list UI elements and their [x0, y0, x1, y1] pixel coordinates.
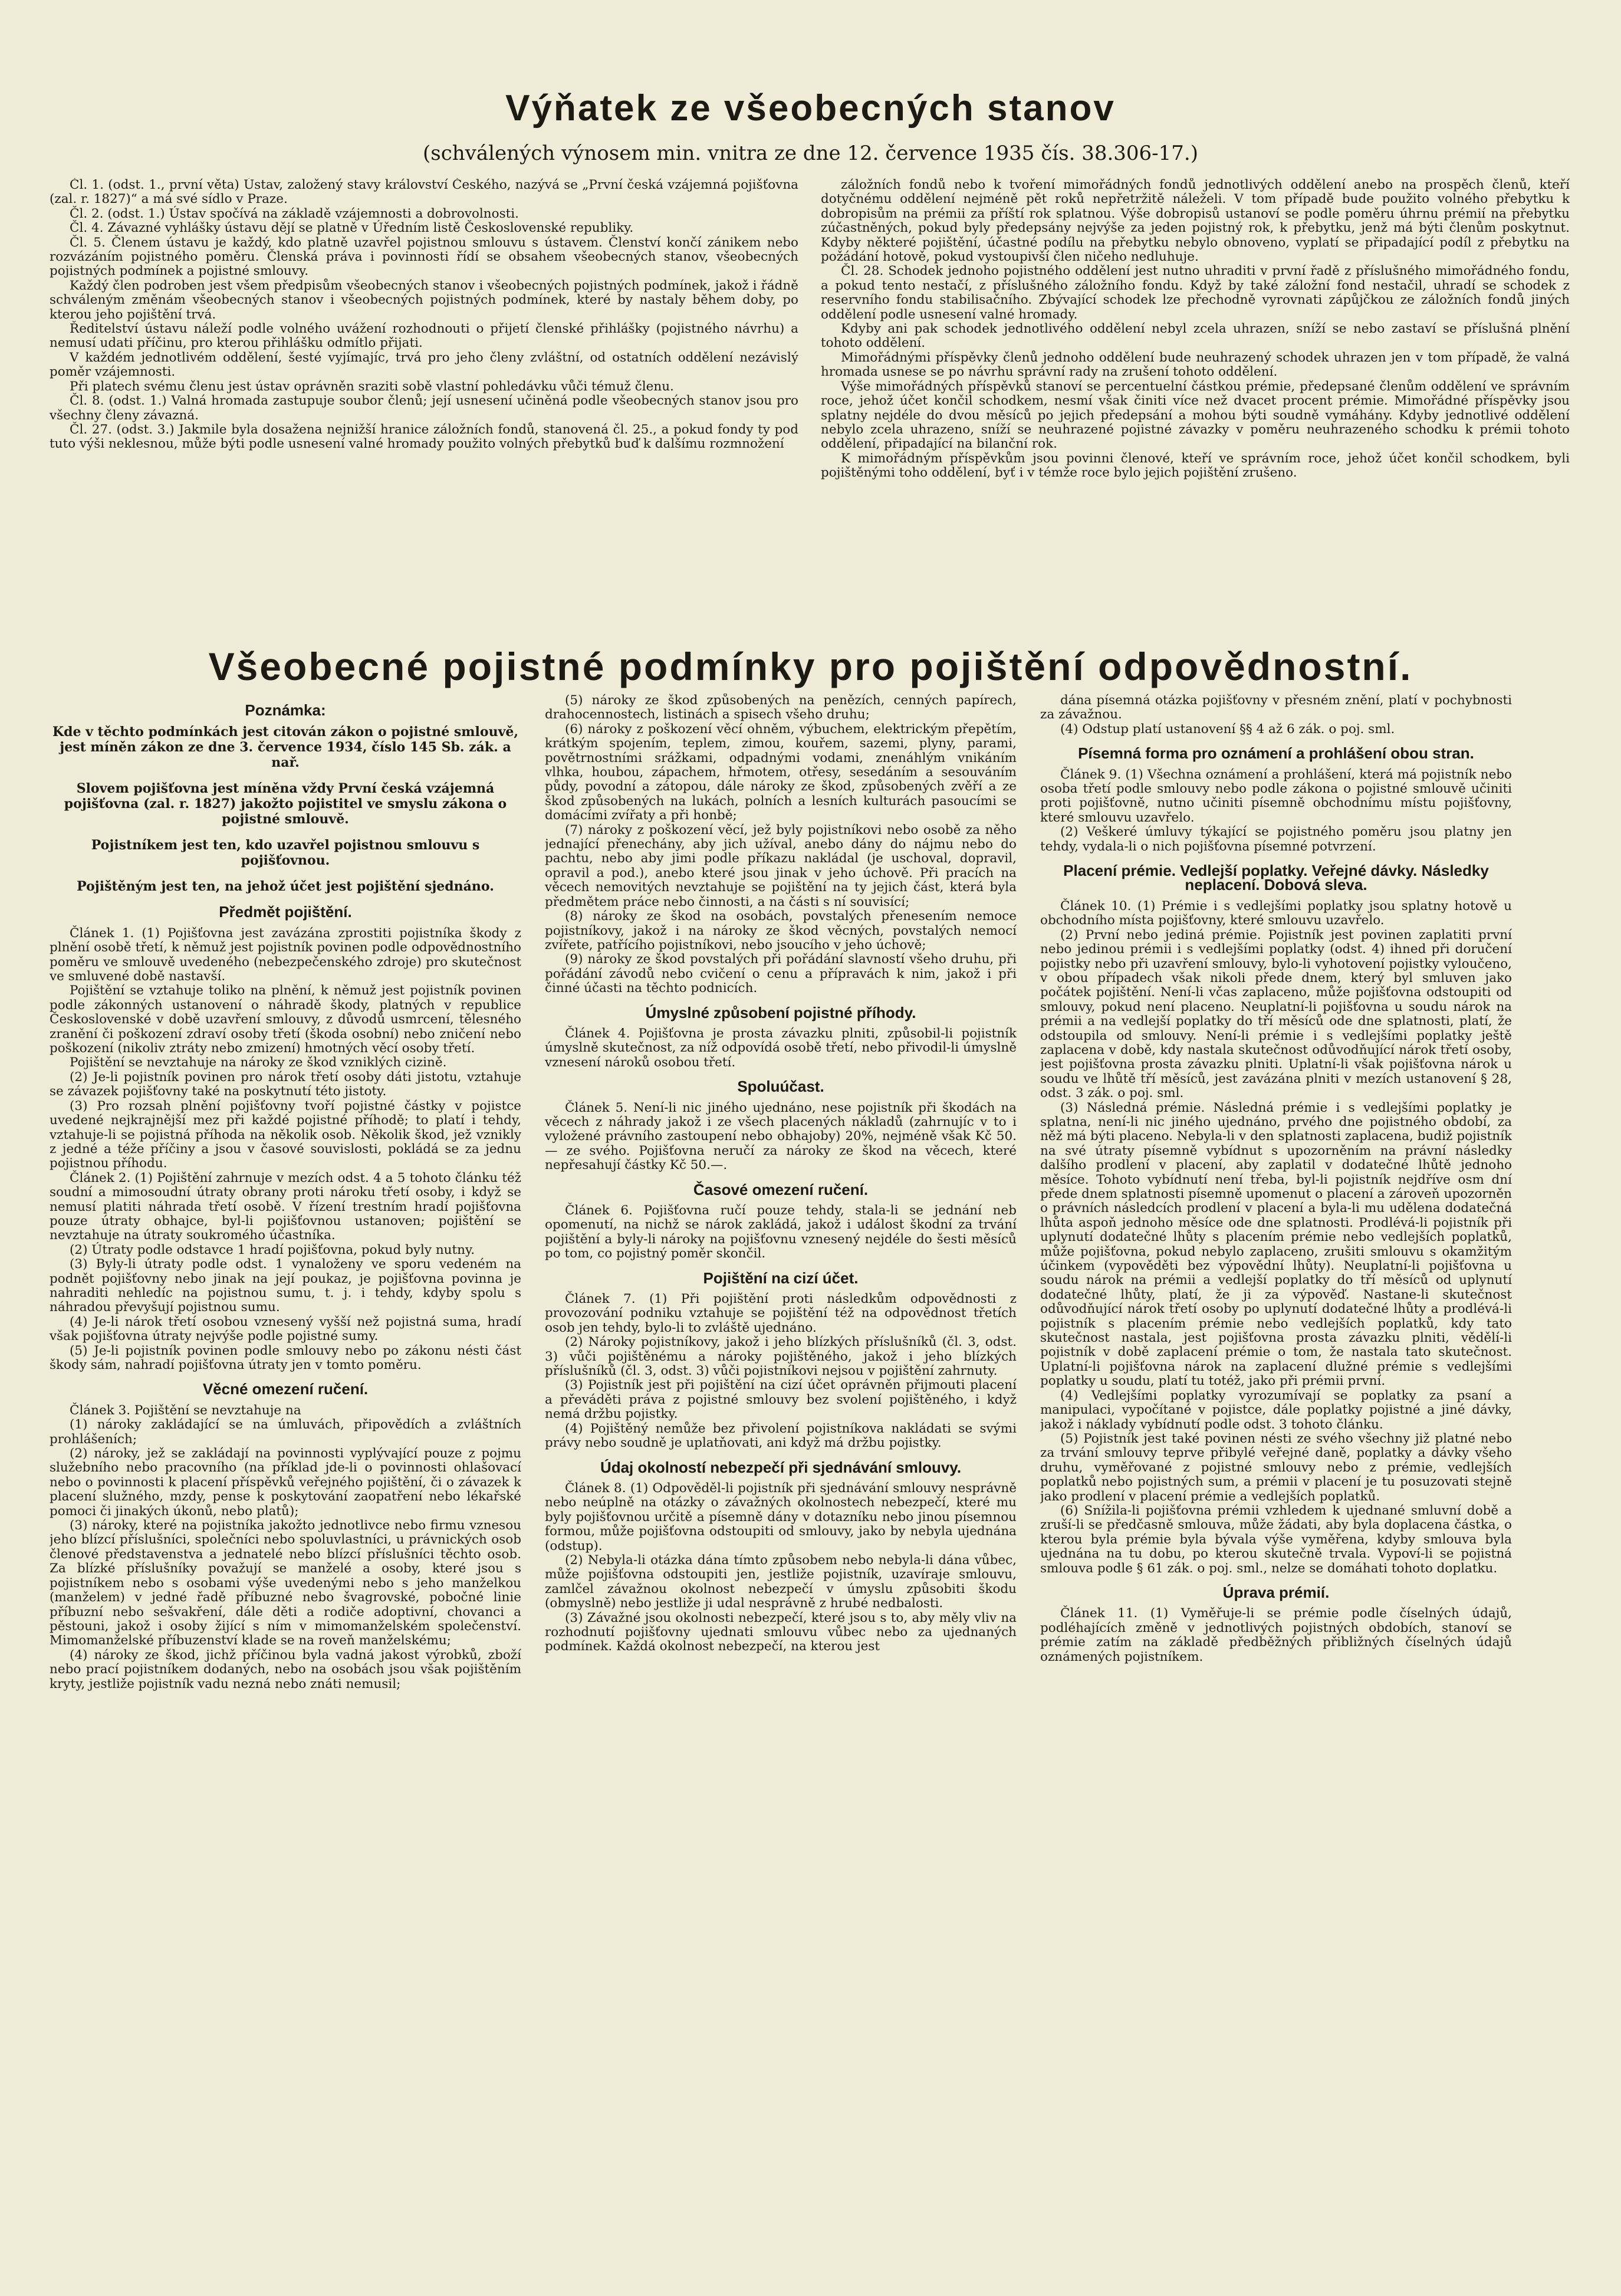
clause-paragraph: Článek 8. (1) Odpověděl-li pojistník při sjednávání smlouvy nesprávně nebo neúplně na otázky o závažných okolnostech nebezpečí, které mu byly pojišťovnou určitě a písemně dány v dotazníku nebo jinou písemnou formou, může pojišťovna odstoupiti od smlouvy, jako by nebyla ujednána (odstup). — [545, 1480, 1017, 1553]
extract-paragraph: Čl. 27. (odst. 3.) Jakmile byla dosažena nejnižší hranice záložních fondů, stanovená čl. 25., a pokud fondy ty pod tuto výši neklesnou, může býti podle usnesení valné hromady použito volných přebytků buď k dalšímu rozmnožení — [50, 422, 798, 452]
extract-paragraph: Čl. 8. (odst. 1.) Valná hromada zastupuje soubor členů; její usnesení učiněná podle všeobecných stanov jsou pro všechny členy závazná. — [50, 393, 798, 423]
clause-paragraph: Článek 10. (1) Prémie i s vedlejšími poplatky jsou splatny hotově u obchodního místa pojišťovny, které smlouvu uzavřelo. — [1040, 898, 1512, 928]
section-heading: Pojištění na cizí účet. — [703, 1269, 859, 1287]
conditions-column-1 — [50, 694, 521, 2262]
extract-left-column — [50, 178, 798, 626]
clause-paragraph: Článek 5. Není-li nic jiného ujednáno, nese pojistník při škodách na věcech z náhrady jakož i ze všech placených nákladů (zahrnujíc v to i vyložené právního zastoupení nebo obhajoby) 20%, nejméně však Kč 50.— ze svého. Pojišťovna neručí za nároky ze škod na věcech, které nepřesahují částky Kč 50.—. — [545, 1100, 1017, 1173]
clause-paragraph: (6) Snížila-li pojišťovna prémii vzhledem k ujednané smluvní době a zruší-li se předčasně smlouva, může žádati, aby byla doplacena částka, o kterou byla prémie byla bývala výše vyměřena, kdyby smlouva byla ujednána na tu dobu, po kterou skutečně trvala. Vypoví-li se pojistná smlouva podle § 61 zák. o poj. sml., nelze se domáhati tohoto doplatku. — [1040, 1503, 1512, 1576]
clause-paragraph: (1) nároky zakládající se na úmluvách, připovědích a zvláštních prohlášeních; — [50, 1417, 521, 1447]
extract-paragraph: Kdyby ani pak schodek jednotlivého oddělení nebyl zcela uhrazen, sníží se nebo zastaví se příslušná plnění tohoto oddělení. — [821, 321, 1570, 351]
clause-paragraph: dána písemná otázka pojišťovny v přesném znění, platí v pochybnosti za závažnou. — [1040, 694, 1512, 722]
extract-paragraph: Čl. 2. (odst. 1.) Ústav spočívá na základě vzájemnosti a dobrovolnosti. — [70, 206, 519, 221]
clause-paragraph: (2) Útraty podle odstavce 1 hradí pojišťovna, pokud byly nutny. — [70, 1242, 475, 1257]
clause-paragraph: (6) nároky z poškození věcí ohněm, výbuchem, elektrickým přepětím, krátkým spojením, teplem, zimou, kouřem, sazemi, plyny, parami, povětrnostními srážkami, odpadnými vodami, znenáhlým vnikáním vlhka, houbou, zápachem, hřmotem, otřesy, sesedáním a sesouváním půdy, povodní a zátopou, dále nároky ze škod, způsobených zvěří a ze škod způsobených na lukách, polních a lesních kulturách pasoucími se domácími zvířaty a při honbě; — [545, 721, 1017, 823]
clause-paragraph: (5) nároky ze škod způsobených na penězích, cenných papírech, drahocennostech, listinách a spisech všeho druhu; — [545, 694, 1017, 722]
section-heading: Úmyslné způsobení pojistné příhody. — [645, 1003, 916, 1021]
clause-paragraph: Článek 4. Pojišťovna je prosta závazku plniti, způsobil-li pojistník úmyslně skutečnost, za níž odpovídá osobě třetí, nebo přivodil-li úmyslně vznesení nároků osobou třetí. — [545, 1026, 1017, 1070]
note-paragraph: Slovem pojišťovna jest míněna vždy První česká vzájemná pojišťovna (zal. r. 1827) jakožto pojistitel ve smyslu zákona o pojistné smlouvě. — [64, 781, 507, 827]
clause-paragraph: Pojištění se nevztahuje na nároky ze škod vzniklých cizině. — [70, 1055, 447, 1070]
conditions-column-2 — [545, 694, 1017, 2262]
clause-paragraph: (4) Odstup platí ustanovení §§ 4 až 6 zák. o poj. sml. — [1060, 721, 1395, 737]
extract-paragraph: záložních fondů nebo k tvoření mimořádných fondů jednotlivých oddělení anebo na prospěch členů, kteří dotyčnému oddělení nejméně pět roků nepřetržitě náleželi. V tom případě bude použito volného přebytku k dobropisům na prémii za příští rok splatnou. Výše dobropisů ustanoví se podle poměru úhrnu prémií na přebytku zúčastněných, pokud byly předepsány nejvýše za jeden pojistný rok, k přebytku, jenž má býti členům poskytnut. Kdyby některé pojištění, účastné podílu na přebytku nebylo obnoveno, vyplatí se připadající podíl z přebytku na požádání hotově, pokud vystoupivší člen ničeho nedluhuje. — [821, 178, 1570, 265]
section-heading: Poznámka: — [245, 701, 326, 719]
clause-paragraph: Článek 3. Pojištění se nevztahuje na — [70, 1402, 301, 1418]
clause-paragraph: (4) Je-li nárok třetí osobou vznesený vyšší než pojistná suma, hradí však pojišťovna útraty nejvýše podle pojistné sumy. — [50, 1314, 521, 1344]
clause-paragraph: Článek 7. (1) Při pojištění proti následkům odpovědnosti z provozování podniku vztahuje se pojištění též na odpovědnost třetích osob jen tehdy, bylo-li to zvláště ujednáno. — [545, 1292, 1017, 1335]
clause-paragraph: (5) Je-li pojistník povinen podle smlouvy nebo po zákonu nésti část škody sám, nahradí pojišťovna útraty jen v tomto poměru. — [50, 1343, 521, 1372]
clause-paragraph: (2) Nebyla-li otázka dána tímto způsobem nebo nebyla-li dána vůbec, může pojišťovna odstoupiti jen, jestliže pojistník, uzavíraje smlouvu, zamlčel závažnou okolnost nebezpečí v úmyslu způsobiti škodu (obmyslně) nebo jestliže ji udal nesprávně z hrubé nedbalosti. — [545, 1552, 1017, 1611]
extract-paragraph: Každý člen podroben jest všem předpisům všeobecných stanov i všeobecných pojistných podmínek, jakož i řádně schváleným změnám všeobecných stanov i všeobecných pojistných podmínek, které by nastaly během doby, po kterou jeho pojištění trvá. — [50, 278, 798, 322]
section-heading: Spoluúčast. — [737, 1078, 824, 1096]
clause-paragraph: Článek 9. (1) Všechna oznámení a prohlášení, která má pojistník nebo osoba třetí podle smlouvy nebo podle zákona o pojistné smlouvě učiniti proti pojišťovně, nutno učiniti písemně obchodnímu místu pojišťovny, které smlouvu uzavřelo. — [1040, 767, 1512, 825]
clause-paragraph: (3) Byly-li útraty podle odst. 1 vynaloženy ve sporu vedeném na podnět pojišťovny nebo jinak na její poukaz, je pojišťovna povinna je nahraditi nehledíc na pojistnou sumu, t. j. i tehdy, kdyby spolu s náhradou převyšují pojistnou sumu. — [50, 1257, 521, 1315]
clause-paragraph: (2) nároky, jež se zakládají na povinnosti vyplývající pouze z pojmu služebního nebo pracovního (na příklad jde-li o povinnosti ohlašovací nebo o povinnosti k placení příspěvků veřejného pojištění, či o závazek k placení služného, mzdy, pense k poskytování zaopatření nebo lékařské pomoci či jinakých úkonů, nebo platů); — [50, 1446, 521, 1519]
extract-paragraph: Při platech svému členu jest ústav oprávněn sraziti sobě vlastní pohledávku vůči témuž členu. — [70, 379, 674, 394]
clause-paragraph: (2) Veškeré úmluvy týkající se pojistného poměru jsou platny jen tehdy, vydala-li o nich pojišťovna písemné potvrzení. — [1040, 825, 1512, 854]
clause-paragraph: (2) Nároky pojistníkovy, jakož i jeho blízkých příslušníků (čl. 3, odst. 3) vůči pojištěnému a nároky pojištěného, jakož i jeho blízkých příslušníků (čl. 3, odst. 3) vůči pojistníkovi nejsou v pojištění zahrnuty. — [545, 1335, 1017, 1379]
clause-paragraph: (4) Vedlejšími poplatky vyrozumívají se poplatky za psaní a manipulaci, vypočítané v pojistce, dále poplatky pojistné a jiné dávky, jakož i náklady vybídnutí podle odst. 3 tohoto článku. — [1040, 1388, 1512, 1432]
clause-paragraph: (3) Následná prémie. Následná prémie i s vedlejšími poplatky je splatna, není-li nic jiného ujednáno, prvého dne pojistného období, za něž má býti placeno. Nebyla-li v den splatnosti zaplacena, budiž pojistník na své útraty písemně vybídnut s upozorněním na právní následky dalšího prodlení v placení, aby zaplatil v dodatečné lhůtě jednoho měsíce. Tohoto vybídnutí není třeba, byl-li pojistník nejdříve osm dní přede dnem splatnosti písemně upomenut o placení a zároveň upozorněn o právních následcích prodlení v placení a byla-li mu udělena dodatečná lhůta aspoň jednoho měsíce ode dne splatnosti. Prodlévá-li pojistník při uplynutí dodatečné lhůty s placením prémie nebo vedlejších poplatků, může pojišťovna, pokud nebylo zaplaceno, zrušiti smlouvu s okamžitým účinkem (vypověděti bez výpovědní lhůty). Neuplatní-li pojišťovna u soudu nárok na prémii a vedlejší poplatky do tří měsíců od uplynutí dodatečné lhůty, platí, že ji za výpověď. Nastane-li skutečnost odůvodňující nárok třetí osoby po uplynutí dodatečné lhůty a prodlévá-li pojistník s placením prémie nebo vedlejších poplatků, kdy tato skutečnost nastala, jest pojišťovna prosta závazku plniti, vědělí-li pojistník v době zaplacení prémie o tom, že nastala tato skutečnost. Uplatní-li pojišťovna nárok na zaplacení dlužné prémie s vedlejšími poplatky u soudu, platí tu totéž, jako při prémii první. — [1040, 1100, 1512, 1389]
extract-paragraph: Čl. 4. Závazné vyhlášky ústavu dějí se platně v Úředním listě Československé republiky. — [70, 221, 634, 236]
section-heading: Údaj okolností nebezpečí při sjednávání smlouvy. — [600, 1458, 962, 1476]
clause-paragraph: (2) První nebo jediná prémie. Pojistník jest povinen zaplatiti první nebo jedinou prémii i s vedlejšími poplatky (odst. 4) ihned při doručení pojistky nebo při uzavření smlouvy, bylo-li vyhotovení pojistky vyloučeno, v obou případech však nikoli přede dnem, který byl smluven jako počátek pojištění. Není-li včas zaplaceno, může pojišťovna odstoupiti od smlouvy, pokud není placeno. Neuplatní-li pojišťovna u soudu nárok na prémii a na vedlejší poplatky do tří měsíců ode dne splatnosti, platí, že odstoupila od smlouvy. Není-li prémie i s vedlejšími poplatky ještě zaplacena v době, kdy nastala skutečnost odůvodňující nárok třetí osoby, jest pojišťovna prosta závazku plniti. Uplatní-li však pojišťovna nárok u soudu ve lhůtě tří měsíců, jest zavázána plniti v mezích ustanovení § 28, odst. 3 zák. o poj. sml. — [1040, 927, 1512, 1101]
extract-paragraph: Výše mimořádných příspěvků stanoví se percentuelní částkou prémie, předepsané členům oddělení ve správním roce, jehož účet končil schodkem, nesmí však činiti více než dvacet procent prémie. Mimořádné příspěvky jsou splatny nejdéle do dvou měsíců po jejich předepsání a mohou býti soudně vymáhány. Kdyby jednotlivé oddělení nebylo zcela uhrazeno, sníží se neuhrazené pojistné závazky v poměru neuhrazeného schodku k prémii tohoto oddělení, připadající na bilanční rok. — [821, 379, 1570, 452]
note-paragraph: Pojištěným jest ten, na jehož účet jest pojištění sjednáno. — [77, 879, 494, 895]
clause-paragraph: (3) nároky, které na pojistníka jakožto jednotlivce nebo firmu vznesou jeho blízcí příslušníci, společníci nebo spoluvlastníci, u právnických osob členové představenstva a jednatelé nebo blízcí příslušníci těchto osob. Za blízké příslušníky považují se manželé a osoby, které jsou s pojistníkem nebo s osobami výše uvedenými nebo s jeho manželkou (manželem) v jedné řadě příbuzné nebo švagrovské, pobočné linie příbuzní nebo sešvakření, dále děti a rodiče adoptivní, chovanci a pěstouni, jakož i osoby žijící s ním v mimomanželském společenství. Mimomanželské příbuzenství klade se na roveň manželskému; — [50, 1518, 521, 1648]
clause-paragraph: (9) nároky ze škod povstalých při pořádání slavností všeho druhu, při pořádání závodů nebo cvičení o cenu a přípravách k nim, jakož i při činné účasti na těchto podnicích. — [545, 952, 1017, 996]
note-paragraph: Kde v těchto podmínkách jest citován zákon o pojistné smlouvě, jest míněn zákon ze dne 3. července 1934, číslo 145 Sb. zák. a nař. — [52, 724, 519, 771]
clause-paragraph: (7) nároky z poškození věcí, jež byly pojistníkovi nebo osobě za něho jednající přenechány, aby jich užíval, anebo dány do nájmu nebo do pachtu, nebo aby jimi podle příkazu nakládal (je uschoval, dopravil, opravil a pod.), anebo které jsou jinak v jeho úchově. Při pracích na věcech nemovitých nevztahuje se pojištění na ty jejich část, která byla předmětem práce nebo činnosti, a na části s ní souvisící; — [545, 822, 1017, 909]
clause-paragraph: (4) Pojištěný nemůže bez přivolení pojistníkova nakládati se svými právy nebo soudně je uplatňovati, ani když má držbu pojistky. — [545, 1421, 1017, 1451]
extract-paragraph: Ředitelství ústavu náleží podle volného uvážení rozhodnouti o přijetí členské přihlášky (pojistného návrhu) a nemusí udati příčinu, pro kterou přihlášku odmítlo přijati. — [50, 321, 798, 351]
extract-paragraph: Čl. 1. (odst. 1., první věta) Ústav, založený stavy království Českého, nazývá se „První česká vzájemná pojišťovna (zal. r. 1827)“ a má své sídlo v Praze. — [50, 178, 798, 207]
section-heading: Písemná forma pro oznámení a prohlášení obou stran. — [1078, 744, 1474, 763]
extract-title: Výňatek ze všeobecných stanov — [505, 88, 1116, 129]
section-heading: Věcné omezení ručení. — [202, 1380, 369, 1398]
clause-paragraph: Článek 1. (1) Pojišťovna jest zavázána zprostiti pojistníka škody z plnění osobě třetí, k němuž jest pojistník povinen podle odpovědnostního poměru ve smlouvě uvedeného (nebezpečenského zdroje) pro skutečnost ve smluvené době nastavší. — [50, 925, 521, 984]
note-paragraph: Pojistníkem jest ten, kdo uzavřel pojistnou smlouvu s pojišťovnou. — [91, 837, 480, 869]
section-heading: Úprava prémií. — [1222, 1583, 1330, 1601]
clause-paragraph: (3) Pojistník jest při pojištění na cizí účet oprávněn přijmouti placení a převáděti práva z pojistné smlouvy bez svolení pojištěného, i když nemá držbu pojistky. — [545, 1378, 1017, 1422]
section-heading: Časové omezení ručení. — [693, 1180, 869, 1198]
clause-paragraph: (3) Pro rozsah plnění pojišťovny tvoří pojistné částky v pojistce uvedené nejkrajnější mez při každé pojistné příhodě; to platí i tehdy, vztahuje-li se pojistná příhoda na několik osob. Několik škod, jež vznikly z jedné a téže příčiny a jsou v časové souvislosti, pokládá se za jednu pojistnou příhodu. — [50, 1098, 521, 1171]
section-heading: Předmět pojištění. — [219, 903, 352, 921]
extract-paragraph: K mimořádným příspěvkům jsou povinni členové, kteří ve správním roce, jehož účet končil schodkem, byli pojištěnými toho oddělení, byť i v témže roce bylo jejich pojištění zrušeno. — [821, 451, 1570, 481]
extract-right-column — [821, 178, 1570, 626]
clause-paragraph: (5) Pojistník jest také povinen nésti ze svého všechny již platné nebo za trvání smlouvy teprve přibylé veřejné daně, poplatky a dávky všeho druhu, vyměřované z pojistné smlouvy nebo z prémie, vedlejších poplatků nebo pojistných sum, a prémii v placení je tu posuzovati stejně jako prodlení v placení prémie a vedlejších poplatků. — [1040, 1431, 1512, 1504]
extract-paragraph: Čl. 28. Schodek jednoho pojistného oddělení jest nutno uhraditi v první řadě z příslušného mimořádného fondu, a pokud tento nestačí, z příslušného záložního fondu. Když by také záložní fond nestačil, uhradí se schodek z reservního fondu stabilisačního. Zbývající schodek lze přechodně vyrovnati zápůjčkou ze záložních fondů jiných oddělení podle usnesení valné hromady. — [821, 264, 1570, 322]
extract-paragraph: Mimořádnými příspěvky členů jednoho oddělení bude neuhrazený schodek uhrazen jen v tom případě, že valná hromada usnese se po návrhu správní rady na zrušení tohoto oddělení. — [821, 350, 1570, 380]
clause-paragraph: Článek 2. (1) Pojištění zahrnuje v mezích odst. 4 a 5 tohoto článku též soudní a mimosoudní útraty obrany proti nároku třetí osoby, i když se nemusí platiti náhrada třetí osobě. V řízení trestním hradí pojišťovna pouze útraty obhajce, byl-li pojišťovnou ustanoven; pojištění se nevztahuje na útraty soukromého účastníka. — [50, 1170, 521, 1243]
clause-paragraph: Pojištění se vztahuje toliko na plnění, k němuž jest pojistník povinen podle zákonných ustanovení o náhradě škody, platných v republice Československé v době uzavření smlouvy, z důvodů usmrcení, tělesného zranění či poškození zdraví osoby třetí (škoda osobní) nebo zničení nebo poškození (nikoliv ztráty nebo zmizení) hmotných věcí osoby třetí. — [50, 983, 521, 1056]
extract-subtitle: (schválených výnosem min. vnitra ze dne 12. července 1935 čís. 38.306-17.) — [422, 142, 1198, 165]
clause-paragraph: (3) Závažné jsou okolnosti nebezpečí, které jsou s to, aby měly vliv na rozhodnutí pojišťovny ujednati smlouvu vůbec nebo za ujednaných podmínek. Každá okolnost nebezpečí, na kterou jest — [545, 1610, 1017, 1654]
conditions-column-3 — [1040, 694, 1512, 2262]
extract-paragraph: Čl. 5. Členem ústavu je každý, kdo platně uzavřel pojistnou smlouvu s ústavem. Členství končí zánikem nebo rozvázáním pojistného poměru. Členská práva i povinnosti řídí se obsahem všeobecných stanov, všeobecných pojistných podmínek a pojistné smlouvy. — [50, 235, 798, 279]
section-heading: Placení prémie. Vedlejší poplatky. Veřejné dávky. Následky neplacení. Dobová sleva. — [1063, 862, 1489, 894]
clause-paragraph: (2) Je-li pojistník povinen pro nárok třetí osoby dáti jistotu, vztahuje se závazek pojišťovny také na poskytnutí této jistoty. — [50, 1069, 521, 1099]
conditions-title: Všeobecné pojistné podmínky pro pojištění odpovědnostní. — [208, 645, 1413, 688]
clause-paragraph: (4) nároky ze škod, jichž příčinou byla vadná jakost výrobků, zboží nebo prací pojistníkem dodaných, nebo na osobách jsou však pojištěním kryty, jestliže pojistník vadu nezná nebo znáti nemusil; — [50, 1647, 521, 1691]
clause-paragraph: Článek 6. Pojišťovna ručí pouze tehdy, stala-li se jednání neb opomenutí, na nichž se nárok zakládá, jakož i událost škodní za trvání pojištění a byly-li nároky na pojišťovnu vznesený nejdéle do šesti měsíců po tom, co pojistný poměr skončil. — [545, 1203, 1017, 1262]
clause-paragraph: Článek 11. (1) Vyměřuje-li se prémie podle číselných údajů, podléhajících změně v jednotlivých pojistných obdobích, stanoví se prémie zatím na základě předběžných přibližných číselných údajů oznámených pojistníkem. — [1040, 1606, 1512, 1664]
extract-paragraph: V každém jednotlivém oddělení, šesté vyjímajíc, trvá pro jeho členy zvláštní, od ostatních oddělení nezávislý poměr vzájemnosti. — [50, 350, 798, 380]
clause-paragraph: (8) nároky ze škod na osobách, povstalých přenesením nemoce pojistníkovy, jakož i na nároky ze škod věcných, povstalých nemocí zvířete, patřícího pojistníkovi, nebo jsoucího v jeho úchově; — [545, 909, 1017, 952]
